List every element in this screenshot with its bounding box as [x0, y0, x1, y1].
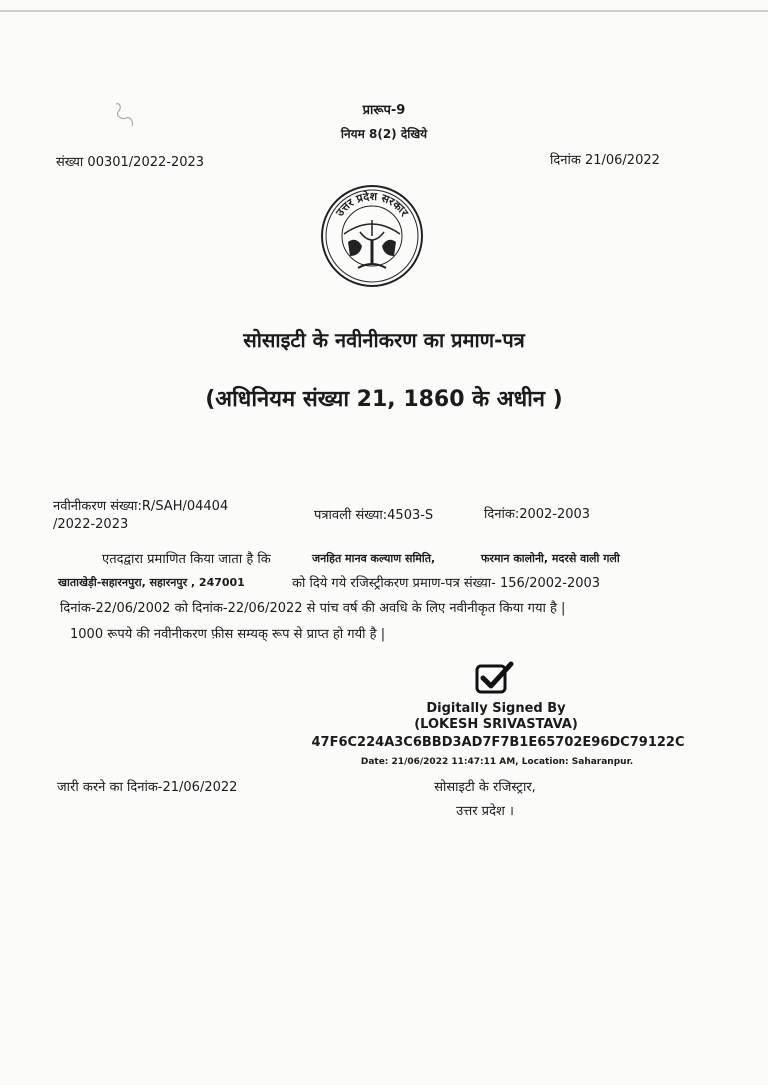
registrar-title: सोसाइटी के रजिस्ट्रार,	[434, 780, 536, 795]
certify-prefix: एतदद्वारा प्रमाणित किया जाता है कि	[102, 552, 271, 567]
act-subtitle: (अधिनियम संख्या 21, 1860 के अधीन )	[205, 387, 563, 412]
registrar-state: उत्तर प्रदेश ।	[456, 804, 514, 819]
emblem-text: उत्तर प्रदेश सरकार	[333, 189, 411, 219]
file-number: पत्रावली संख्या:4503-S	[314, 508, 434, 523]
signature-date-location: Date: 21/06/2022 11:47:11 AM, Location: Saharanpur.	[360, 757, 634, 767]
renewal-period: दिनांक-22/06/2002 को दिनांक-22/06/2022 से पांच वर्ष की अवधि के लिए नवीनीकृत किया गया है |	[60, 601, 566, 616]
form-number: प्रारूप-9	[362, 103, 406, 118]
certificate-date: दिनांक 21/06/2022	[550, 153, 660, 168]
society-name: जनहित मानव कल्याण समिति,	[312, 552, 436, 565]
up-government-emblem-icon	[320, 184, 424, 288]
rule-reference: नियम 8(2) देखिये	[340, 127, 428, 141]
society-address-line1: फरमान कालोनी, मदरसे वाली गली	[481, 552, 620, 565]
certificate-title: सोसाइटी के नवीनीकरण का प्रमाण-पत्र	[243, 328, 525, 352]
digitally-signed-label: Digitally Signed By	[426, 701, 566, 716]
signer-name: (LOKESH SRIVASTAVA)	[414, 717, 578, 732]
checkmark-box-icon	[475, 660, 515, 696]
pen-mark-icon	[112, 100, 140, 130]
signature-hash: 47F6C224A3C6BBD3AD7F7B1E65702E96DC79122C	[311, 735, 685, 750]
society-address-line2: खाताखेड़ी-सहारनपुरा, सहारनपुर , 247001	[58, 576, 245, 589]
registration-reference: को दिये गये रजिस्ट्रीकरण प्रमाण-पत्र संख्या- 156/2002-2003	[292, 576, 601, 591]
renewal-fee: 1000 रूपये की नवीनीकरण फ़ीस सम्यक् रूप से प्राप्त हो गयी है |	[70, 627, 386, 642]
certificate-number: संख्या 00301/2022-2023	[56, 155, 205, 170]
issue-date: जारी करने का दिनांक-21/06/2022	[57, 780, 238, 795]
renewal-number: नवीनीकरण संख्या:R/SAH/04404	[53, 499, 229, 514]
scan-top-edge	[0, 10, 768, 12]
file-date: दिनांक:2002-2003	[484, 507, 591, 522]
renewal-number-year: /2022-2023	[53, 517, 129, 532]
